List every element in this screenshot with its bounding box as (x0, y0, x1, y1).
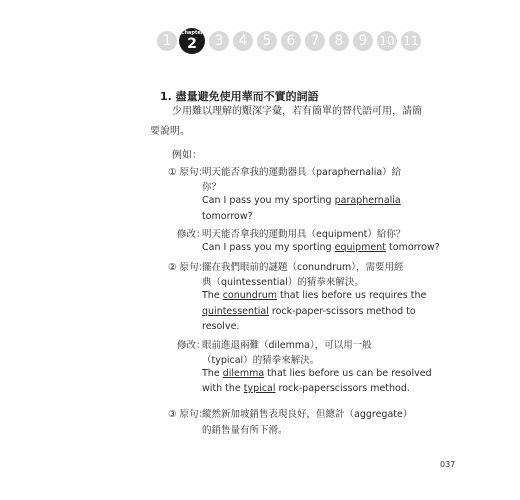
intro-line-1: 少用難以理解的艱深字彙，若有簡單的替代語可用，請簡 (172, 106, 422, 117)
example-label: 例如： (172, 150, 202, 161)
chapter-6-marker: 6 (281, 31, 301, 51)
text-segment: that lies before us requires the (277, 290, 427, 301)
highlighted-word: dilemma (222, 368, 265, 379)
highlighted-word: paraphernalia (334, 195, 401, 206)
chapter-2-marker-active (179, 28, 205, 54)
example-2-original-zh-2: 典（quintessential）的猜拳來解決。 (202, 277, 364, 288)
chapter-11-marker: 11 (401, 31, 421, 51)
example-3-original-zh-1: 縱然新加坡銷售表現良好，但總計（aggregate） (202, 409, 413, 420)
example-2-revised-en-2 (202, 383, 410, 394)
example-2-original-en-3: resolve. (202, 321, 240, 332)
text-segment: The (202, 290, 223, 301)
example-1-marker: ① 原句： (168, 167, 209, 178)
example-1-original-en-2: tomorrow? (202, 211, 253, 222)
text-segment: tomorrow? (386, 242, 440, 253)
chapter-9-marker: 9 (353, 31, 373, 51)
example-1-original-zh-1: 明天能否拿我的運動器具（paraphernalia）給 (202, 167, 402, 178)
example-2-revised-marker: 修改： (177, 340, 206, 351)
chapter-10-marker: 10 (377, 31, 397, 51)
example-3-marker: ③ 原句： (168, 409, 209, 420)
text-segment: rock-paper-scissors method to (268, 306, 416, 317)
chapter-7-marker: 7 (305, 31, 325, 51)
section-title: 1. 盡量避免使用華而不實的詞語 (160, 90, 319, 103)
chapter-caption: Chapter (180, 30, 204, 36)
intro-paragraph (150, 102, 422, 142)
text-segment: Can I pass you my sporting (202, 242, 335, 253)
chapter-4-marker: 4 (233, 31, 253, 51)
example-2-revised-zh-1: 眼前進退兩難（dilemma），可以用一般 (202, 340, 372, 351)
text-segment: that lies before us can be resolved (264, 368, 432, 379)
page-number: 037 (440, 460, 456, 469)
highlighted-word: conundrum (222, 290, 278, 301)
example-2-original-en-2 (202, 306, 416, 317)
example-2-revised-zh-2: （typical）的猜拳來解決。 (202, 355, 320, 366)
example-1-revised-zh: 明天能否拿我的運動用具（equipment）給你？ (202, 229, 406, 240)
example-2-marker: ② 原句： (168, 262, 209, 273)
text-segment: with the (202, 383, 244, 394)
text-segment: Can I pass you my sporting (202, 195, 335, 206)
text-segment: The (202, 368, 223, 379)
highlighted-word: equipment (334, 242, 387, 253)
chapter-3-marker: 3 (209, 31, 229, 51)
chapter-1-marker: 1 (157, 31, 177, 51)
text-segment: rock-paperscissors method. (275, 383, 410, 394)
intro-line-2: 要說明。 (150, 126, 190, 137)
chapter-8-marker: 8 (329, 31, 349, 51)
example-1-original-en-1 (202, 195, 401, 206)
example-1-original-zh-2: 你？ (202, 182, 222, 193)
example-2-original-zh-1: 擺在我們眼前的謎題（conundrum），需要用經 (202, 262, 404, 273)
highlighted-word: quintessential (202, 306, 269, 317)
example-3-original-zh-2: 的銷售量有所下滑。 (202, 425, 288, 436)
example-2-original-en-1 (202, 290, 426, 301)
example-1-revised-marker: 修改： (177, 229, 206, 240)
chapter-5-marker: 5 (257, 31, 277, 51)
chapter-active-number: 2 (187, 36, 197, 52)
example-2-revised-en-1 (202, 368, 432, 379)
example-1-revised-en (202, 242, 440, 253)
highlighted-word: typical (243, 383, 276, 394)
